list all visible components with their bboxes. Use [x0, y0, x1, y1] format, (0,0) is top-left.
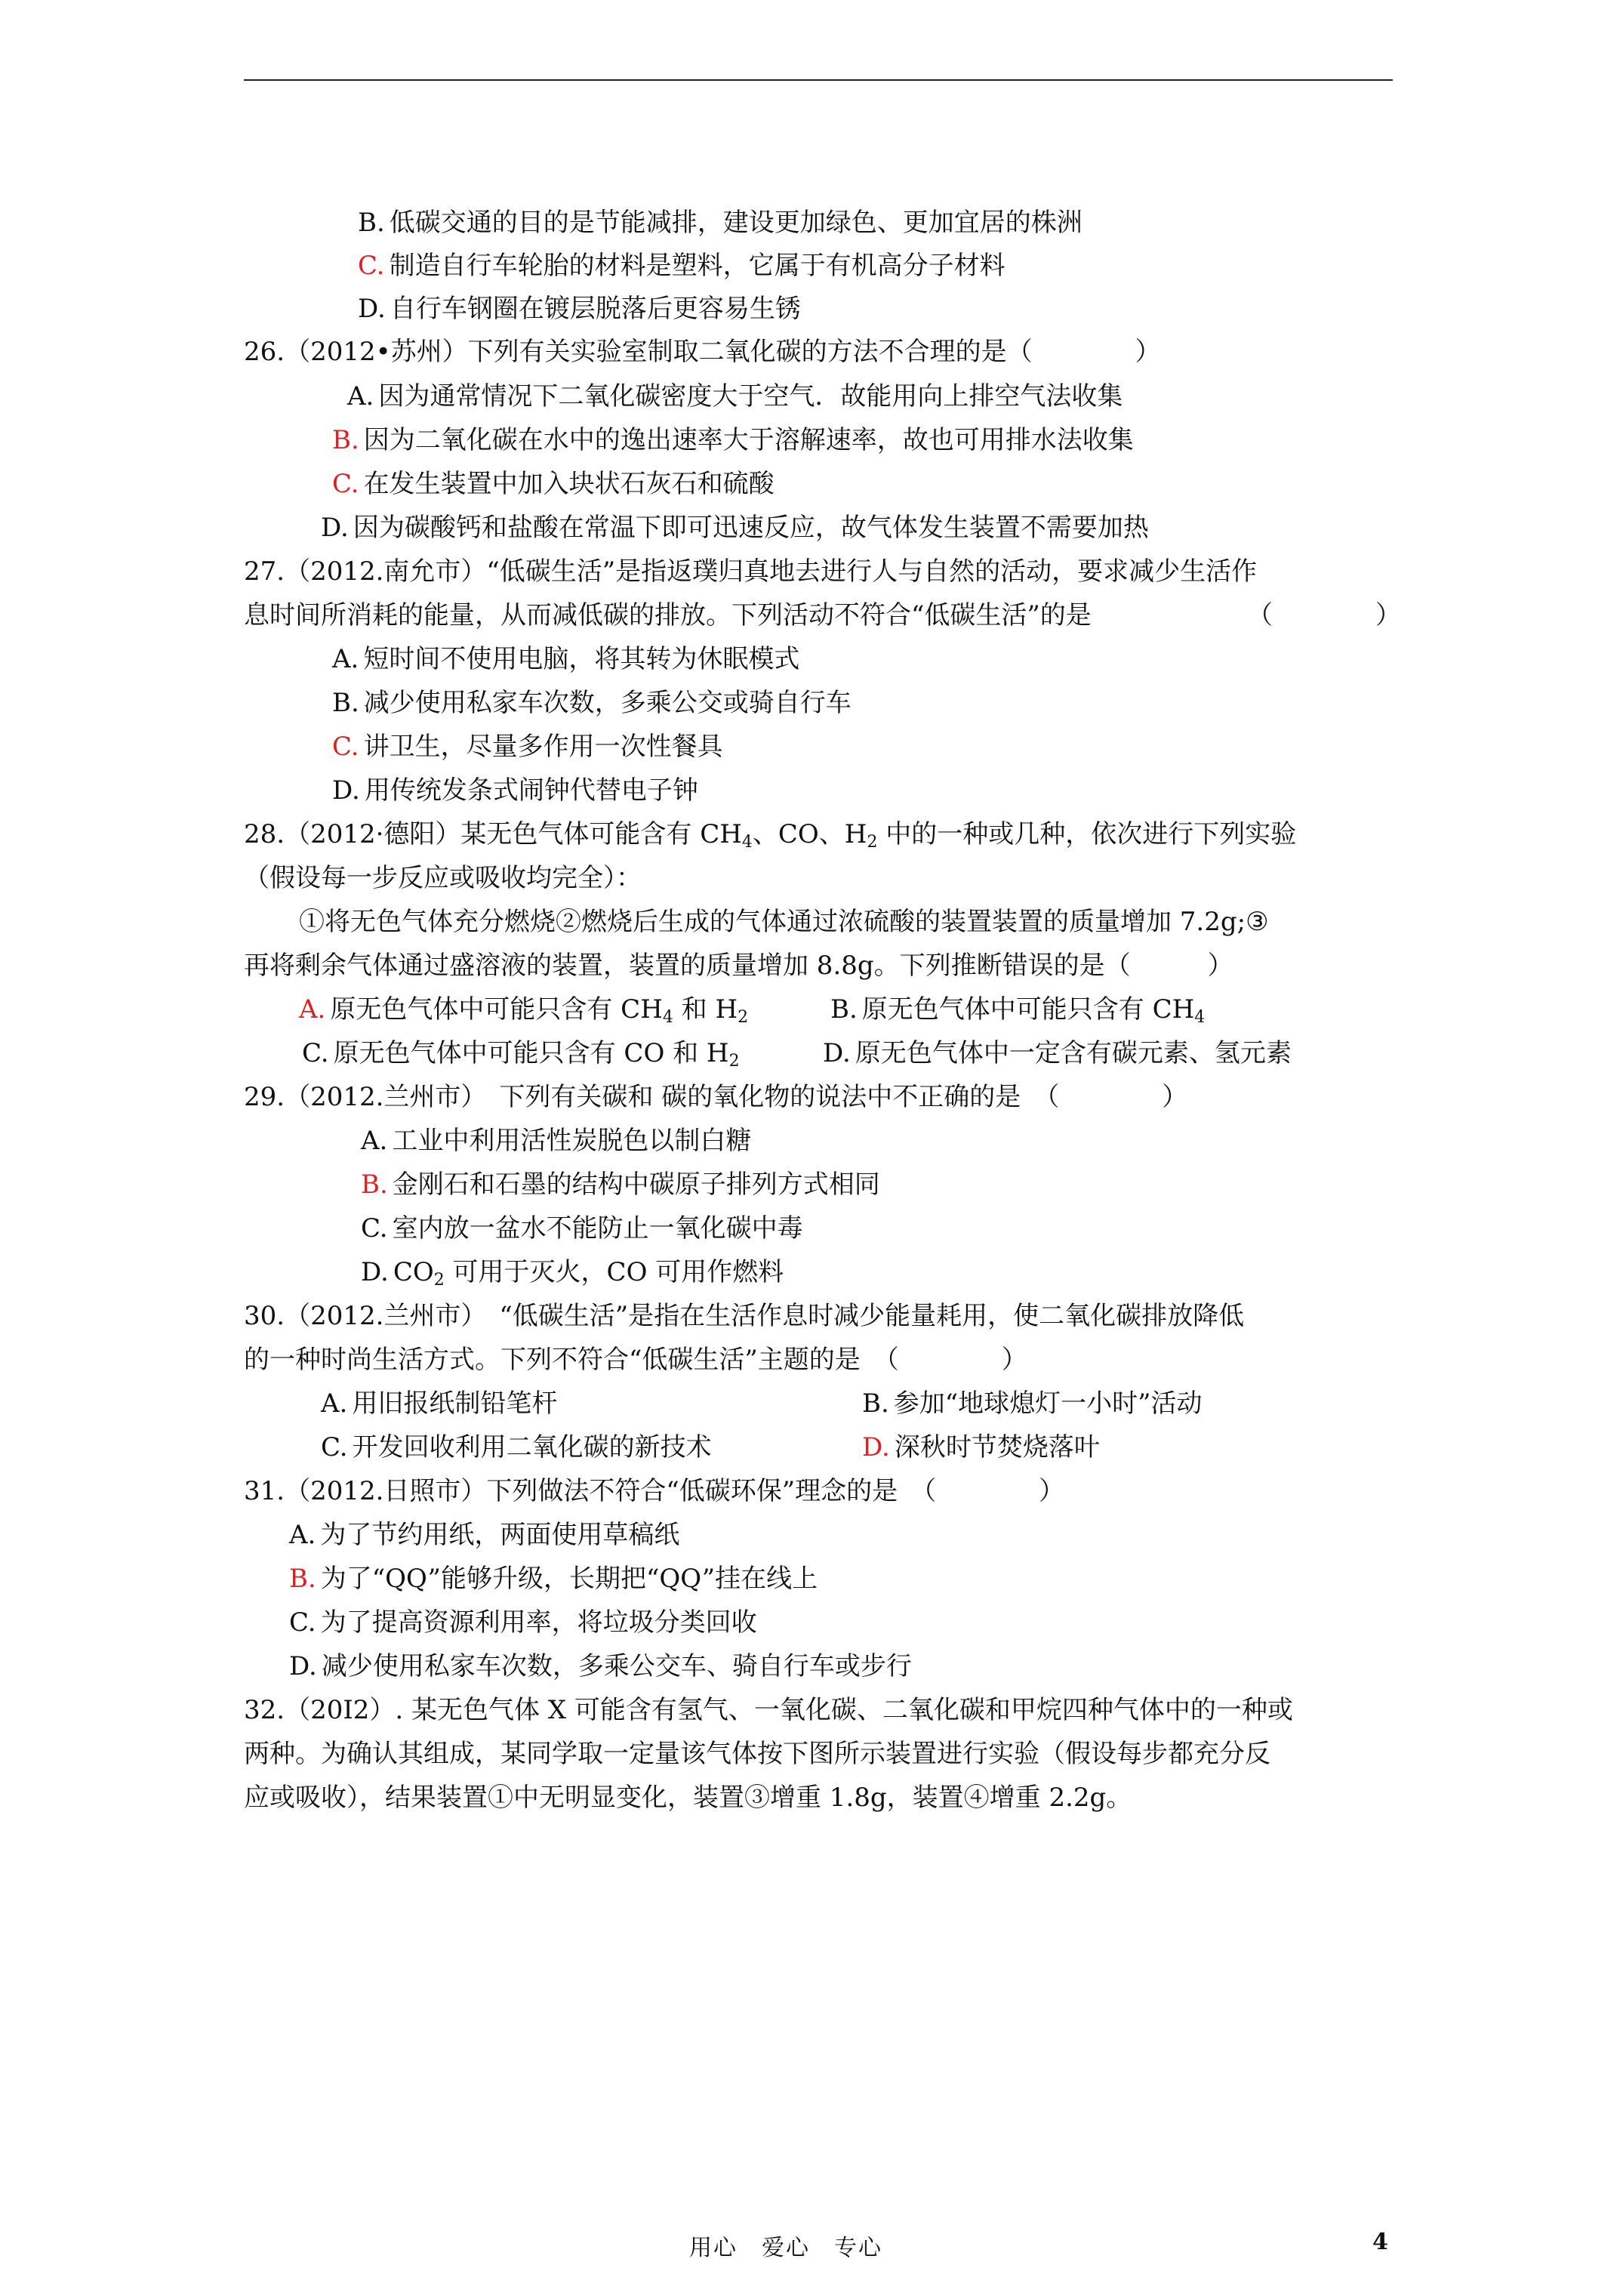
q29-stem: 29.（2012.兰州市） 下列有关碳和 碳的氧化物的说法中不正确的是 （ ）	[244, 1082, 1188, 1112]
option-marker: A.	[289, 1520, 316, 1550]
option-text: CO	[393, 1257, 434, 1287]
subscript: 4	[741, 833, 753, 852]
answer-marker: C.	[332, 469, 359, 499]
q27-option-d	[332, 774, 698, 807]
q27-option-c	[332, 730, 723, 763]
q27-option-a	[332, 643, 799, 676]
stem-text: 、CO、H	[752, 819, 867, 849]
option-text: 参加“地球熄灯一小时”活动	[893, 1388, 1203, 1419]
option-marker: D.	[361, 1257, 389, 1287]
option-marker: D.	[289, 1651, 317, 1681]
q28-stem-line1	[244, 818, 1296, 851]
answer-marker: A.	[299, 994, 326, 1025]
q32-line2: 两种。为确认其组成，某同学取一定量该气体按下图所示装置进行实验（假设每步都充分反	[244, 1739, 1270, 1769]
option-marker: B.	[332, 688, 359, 718]
option-text: 在发生装置中加入块状石灰石和硫酸	[363, 469, 775, 499]
answer-marker: B.	[361, 1170, 388, 1200]
q26-option-b	[332, 424, 1134, 457]
q28-stem-line4: 再将剩余气体通过盛溶液的装置，装置的质量增加 8.8g。下列推断错误的是（ ）	[244, 951, 1233, 981]
option-marker: D.	[358, 294, 386, 324]
stem-text: 中的一种或几种，依次进行下列实验	[877, 819, 1297, 849]
option-text: 为了节约用纸，两面使用草稿纸	[320, 1520, 680, 1550]
option-marker: B.	[830, 994, 858, 1025]
option-marker: D.	[332, 775, 360, 806]
subscript: 2	[433, 1271, 445, 1290]
option-text: 减少使用私家车次数，多乘公交车、骑自行车或步行	[321, 1651, 912, 1681]
stem-text: 28.（2012·德阳）某无色气体可能含有 CH	[244, 819, 742, 849]
option-text: 用旧报纸制铅笔杆	[352, 1388, 558, 1419]
option-text: 深秋时节焚烧落叶	[894, 1432, 1100, 1462]
option-marker: D.	[823, 1038, 851, 1068]
q31-option-d	[289, 1650, 912, 1683]
option-text: 自行车钢圈在镀层脱落后更容易生锈	[390, 294, 801, 324]
option-marker: C.	[321, 1432, 348, 1462]
q25-option-d	[358, 292, 801, 325]
option-text: 用传统发条式闹钟代替电子钟	[364, 775, 698, 806]
option-text: 原无色气体中一定含有碳元素、氢元素	[855, 1038, 1292, 1068]
header-rule	[244, 79, 1393, 81]
answer-marker: C.	[332, 732, 359, 762]
option-text: 因为碳酸钙和盐酸在常温下即可迅速反应，故气体发生装置不需要加热	[353, 513, 1149, 543]
q30-option-a	[321, 1387, 557, 1420]
subscript: 2	[738, 1008, 749, 1027]
option-text: 可用于灭火，CO 可用作燃料	[444, 1257, 784, 1287]
option-text: 和 H	[673, 994, 738, 1025]
q30-stem-line1: 30.（2012.兰州市） “低碳生活”是指在生活作息时减少能量耗用，使二氧化碳排放降低	[244, 1301, 1245, 1331]
option-text: 为了提高资源利用率，将垃圾分类回收	[320, 1607, 757, 1638]
q27-option-b	[332, 686, 852, 720]
q28-stem-line2: （假设每一步反应或吸收均完全）：	[244, 863, 642, 893]
option-marker: C.	[289, 1607, 316, 1638]
q30-stem-line2: 的一种时尚生活方式。下列不符合“低碳生活”主题的是 （ ）	[244, 1345, 1027, 1375]
q28-option-d	[823, 1037, 1292, 1070]
option-text: 开发回收利用二氧化碳的新技术	[352, 1432, 712, 1462]
subscript: 4	[1194, 1008, 1206, 1027]
answer-marker: B.	[332, 425, 359, 455]
q31-stem: 31.（2012.日照市）下列做法不符合“低碳环保”理念的是 （ ）	[244, 1476, 1065, 1506]
q26-stem: 26.（2012•苏州）下列有关实验室制取二氧化碳的方法不合理的是（ ）	[244, 337, 1161, 367]
q30-option-b	[862, 1387, 1203, 1420]
answer-marker: B.	[289, 1564, 316, 1594]
option-text: 工业中利用活性炭脱色以制白糖	[392, 1126, 752, 1156]
option-text: 低碳交通的目的是节能减排，建设更加绿色、更加宜居的株洲	[389, 208, 1083, 238]
q27-stem-text: 息时间所消耗的能量，从而减低碳的排放。下列活动不符合“低碳生活”的是	[244, 600, 1092, 630]
option-text: 短时间不使用电脑，将其转为休眠模式	[363, 644, 800, 674]
q29-option-d	[361, 1256, 784, 1289]
q26-option-a	[347, 380, 1123, 413]
q26-option-c	[332, 467, 775, 501]
q28-option-c	[302, 1037, 740, 1070]
q29-option-a	[361, 1124, 751, 1157]
q25-option-b	[358, 206, 1083, 239]
option-text: 为了“QQ”能够升级，长期把“QQ”挂在线上	[320, 1564, 818, 1594]
footer-motto: 用心 爱心 专心	[689, 2235, 882, 2261]
option-text: 制造自行车轮胎的材料是塑料，它属于有机高分子材料	[389, 251, 1006, 281]
answer-marker: D.	[862, 1432, 890, 1462]
option-text: 原无色气体中可能只含有 CH	[861, 994, 1195, 1025]
q26-option-d	[321, 511, 1149, 544]
q27-stem-line2	[244, 599, 1092, 632]
q30-option-d	[862, 1431, 1100, 1464]
option-text: 讲卫生，尽量多作用一次性餐具	[363, 732, 723, 762]
option-text: 原无色气体中可能只含有 CH	[330, 994, 663, 1025]
q31-option-b	[289, 1562, 818, 1595]
option-text: 因为通常情况下二氧化碳密度大于空气．故能用向上排空气法收集	[378, 381, 1123, 411]
option-text: 室内放一盆水不能防止一氧化碳中毒	[392, 1213, 803, 1244]
q29-option-b	[361, 1168, 880, 1201]
option-marker: B.	[358, 208, 385, 238]
q32-line1: 32.（20I2）. 某无色气体 X 可能含有氢气、一氧化碳、二氧化碳和甲烷四种气体中的一种或	[244, 1695, 1293, 1725]
option-marker: A.	[361, 1126, 388, 1156]
q32-line3: 应或吸收），结果装置①中无明显变化，装置③增重 1.8g，装置④增重 2.2g。	[244, 1783, 1132, 1813]
q28-stem-line3: ①将无色气体充分燃烧②燃烧后生成的气体通过浓硫酸的装置装置的质量增加 7.2g;③	[299, 907, 1269, 937]
page-number: 4	[1372, 2229, 1388, 2255]
q31-option-c	[289, 1606, 757, 1639]
subscript: 2	[728, 1052, 740, 1071]
q29-option-c	[361, 1212, 803, 1245]
option-text: 金刚石和石墨的结构中碳原子排列方式相同	[392, 1170, 880, 1200]
q28-option-b	[830, 993, 1205, 1026]
q27-answer-blank: （ ）	[1247, 600, 1401, 630]
q30-option-c	[321, 1431, 712, 1464]
subscript: 4	[662, 1008, 673, 1027]
option-text: 原无色气体中可能只含有 CO 和 H	[333, 1038, 729, 1068]
q27-stem-line1: 27.（2012.南允市）“低碳生活”是指返璞归真地去进行人与自然的活动，要求减少生活作	[244, 556, 1258, 587]
option-marker: B.	[862, 1388, 889, 1419]
option-marker: D.	[321, 513, 349, 543]
answer-marker: C.	[358, 251, 385, 281]
subscript: 2	[867, 833, 878, 852]
q31-option-a	[289, 1518, 679, 1552]
q25-option-c	[358, 249, 1006, 282]
option-marker: A.	[347, 381, 374, 411]
option-text: 因为二氧化碳在水中的逸出速率大于溶解速率，故也可用排水法收集	[363, 425, 1134, 455]
option-marker: C.	[361, 1213, 388, 1244]
option-marker: C.	[302, 1038, 329, 1068]
option-text: 减少使用私家车次数，多乘公交或骑自行车	[363, 688, 852, 718]
option-marker: A.	[321, 1388, 348, 1419]
q28-option-a	[299, 993, 748, 1026]
option-marker: A.	[332, 644, 359, 674]
